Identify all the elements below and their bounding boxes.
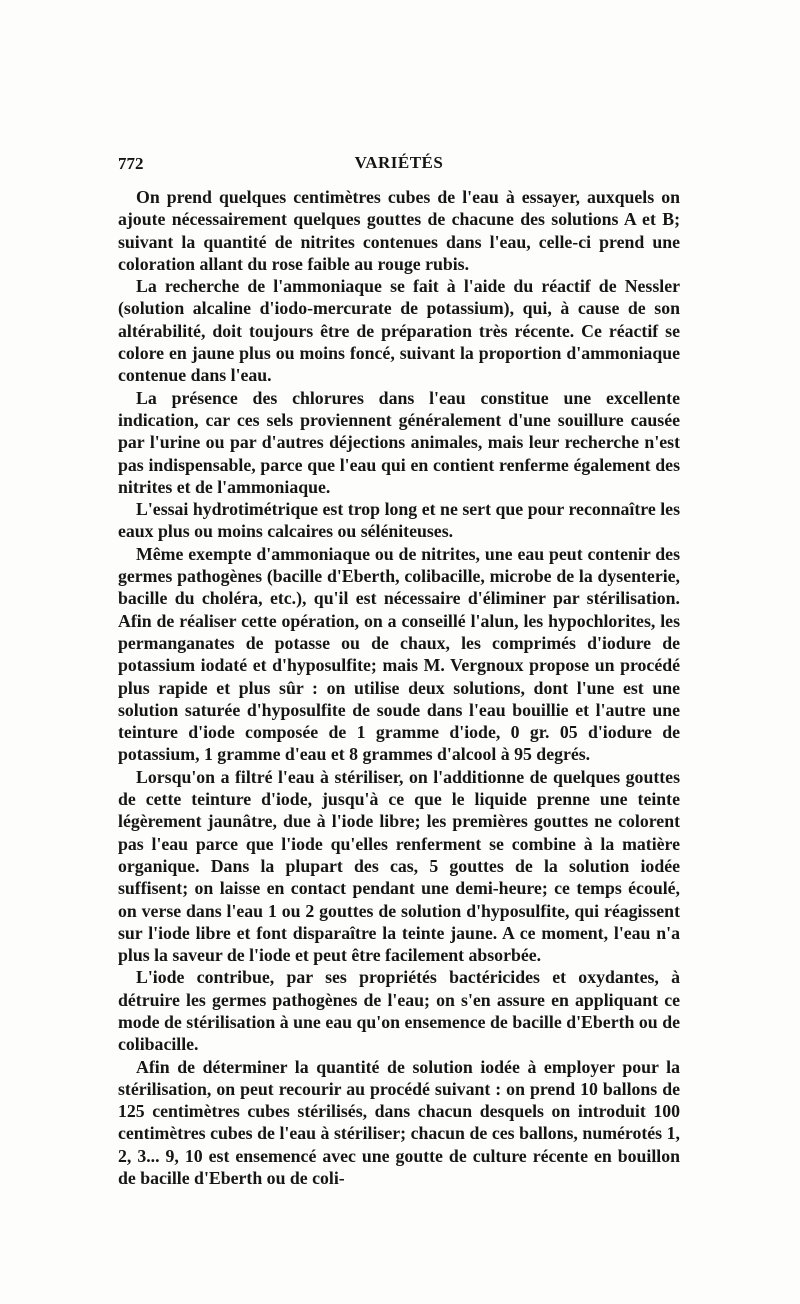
- body-text: [118, 186, 680, 1189]
- paragraph: Lorsqu'on a filtré l'eau à stériliser, on l'additionne de quelques gouttes de cette teinture d'iode, jusqu'à ce que le liquide prenne une teinte légèrement jaunâtre, due à l'iode libre; les premières gouttes ne colorent pas l'eau parce que l'iode qu'elles renferment se combine à la matière organique. Dans la plupart des cas, 5 gouttes de la solution iodée suffisent; on laisse en contact pendant une demi-heure; ce temps écoulé, on verse dans l'eau 1 ou 2 gouttes de solution d'hyposulfite, qui réagissent sur l'iode libre et font disparaître la teinte jaune. A ce moment, l'eau n'a plus la saveur de l'iode et peut être facilement absorbée.: [118, 766, 680, 966]
- paragraph: On prend quelques centimètres cubes de l'eau à essayer, auxquels on ajoute nécessairement quelques gouttes de chacune des solutions A et B; suivant la quantité de nitrites contenues dans l'eau, celle-ci prend une coloration allant du rose faible au rouge rubis.: [118, 187, 680, 274]
- paragraph: Afin de déterminer la quantité de solution iodée à employer pour la stérilisation, on peut recourir au procédé suivant : on prend 10 ballons de 125 centimètres cubes stérilisés, dans chacun desquels on introduit 100 centimètres cubes de l'eau à stériliser; chacun de ces ballons, numérotés 1, 2, 3... 9, 10 est ensemencé avec une goutte de culture récente en bouillon de bacille d'Eberth ou de coli-: [118, 1056, 680, 1189]
- paragraph: La présence des chlorures dans l'eau constitue une excellente indication, car ces sels proviennent généralement d'une souillure causée par l'urine ou par d'autres déjections animales, mais leur recherche n'est pas indispensable, parce que l'eau qui en contient renferme également des nitrites et de l'ammoniaque.: [118, 387, 680, 497]
- paragraph: Même exempte d'ammoniaque ou de nitrites, une eau peut contenir des germes pathogènes (bacille d'Eberth, colibacille, microbe de la dysenterie, bacille du choléra, etc.), qu'il est nécessaire d'éliminer par stérilisation. Afin de réaliser cette opération, on a conseillé l'alun, les hypochlorites, les permanganates de potasse ou de chaux, les comprimés d'iodure de potassium iodaté et d'hyposulfite; mais M. Vergnoux propose un procédé plus rapide et plus sûr : on utilise deux solutions, dont l'une est une solution saturée d'hyposulfite de soude dans l'eau bouillie et l'autre une teinture d'iode composée de 1 gramme d'iode, 0 gr. 05 d'iodure de potassium, 1 gramme d'eau et 8 grammes d'alcool à 95 degrés.: [118, 543, 680, 765]
- page-number: 772: [118, 154, 144, 173]
- paragraph: La recherche de l'ammoniaque se fait à l'aide du réactif de Nessler (solution alcaline d'iodo-mercurate de potassium), qui, à cause de son altérabilité, doit toujours être de préparation très récente. Ce réactif se colore en jaune plus ou moins foncé, suivant la proportion d'ammoniaque contenue dans l'eau.: [118, 276, 680, 386]
- running-title: VARIÉTÉS: [354, 153, 444, 172]
- page-header: [118, 150, 680, 180]
- paragraph: L'iode contribue, par ses propriétés bactéricides et oxydantes, à détruire les germes pathogènes de l'eau; on s'en assure en appliquant ce mode de stérilisation à une eau qu'on ensemence de bacille d'Eberth ou de colibacille.: [118, 967, 680, 1055]
- paragraph: L'essai hydrotimétrique est trop long et ne sert que pour reconnaître les eaux plus ou moins calcaires ou séléniteuses.: [118, 499, 680, 542]
